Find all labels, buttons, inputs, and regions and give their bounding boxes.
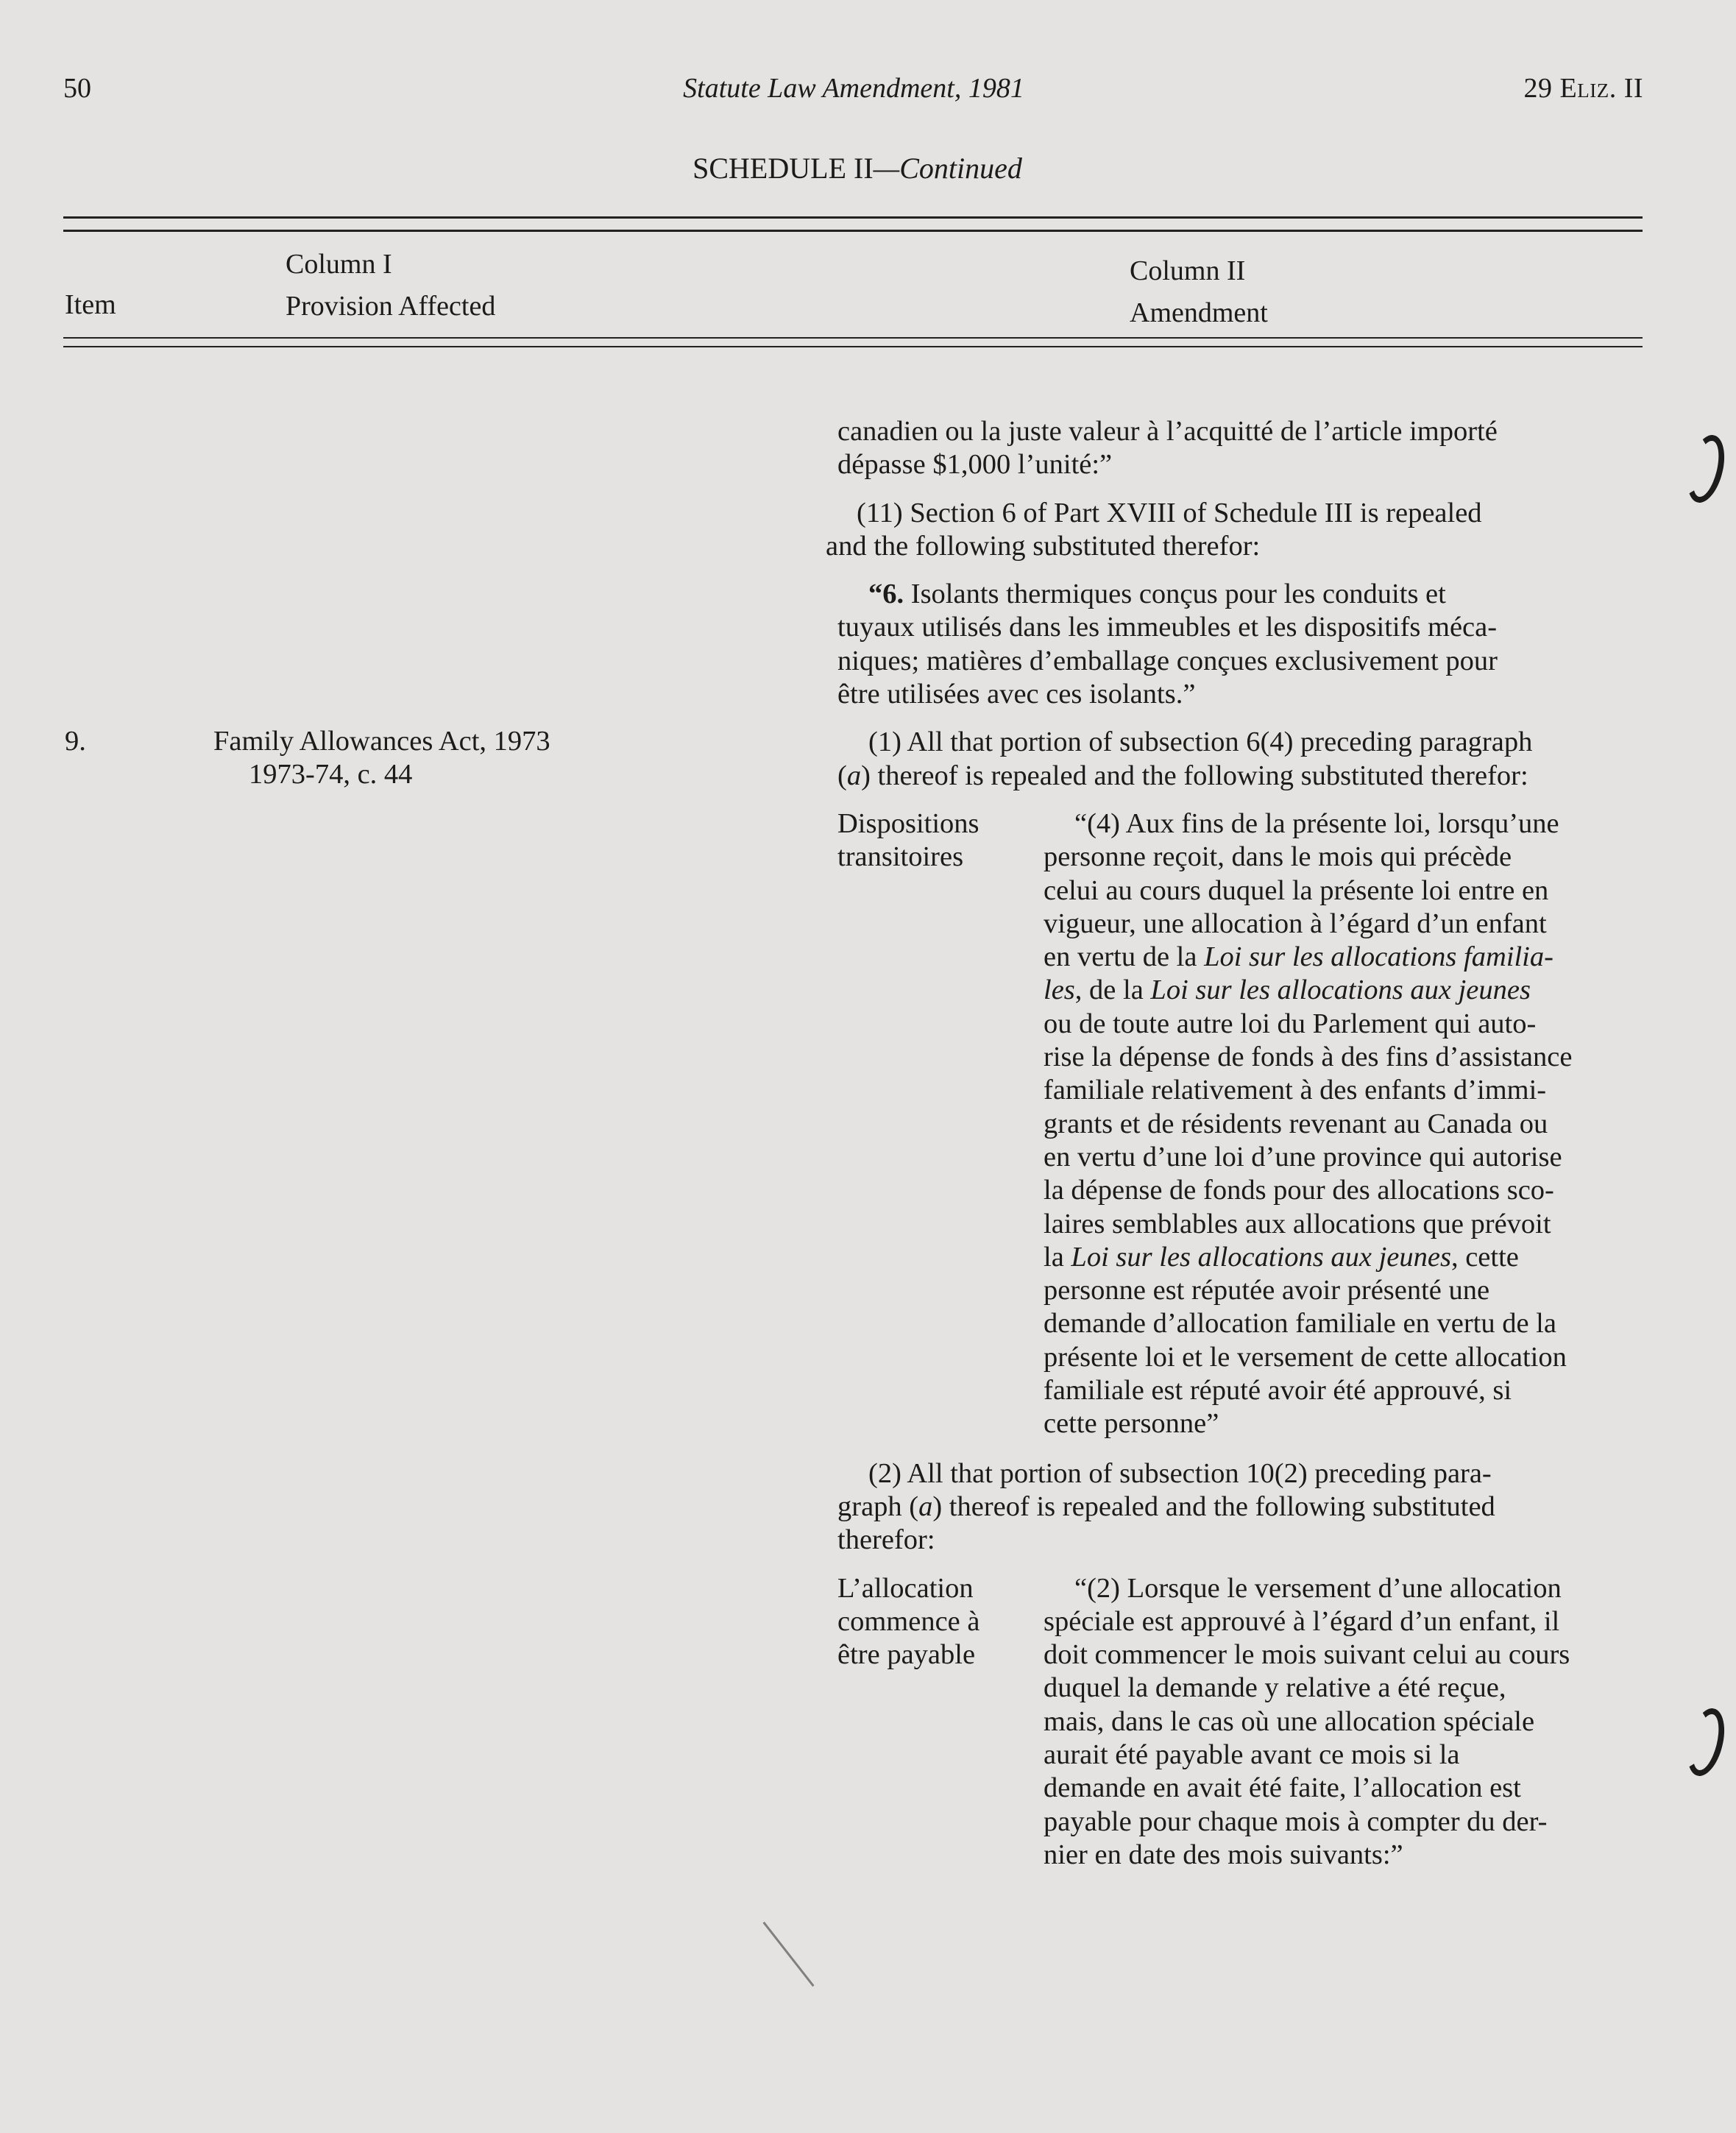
marginal-line: L’allocation [837, 1572, 974, 1604]
amendment-2-paragraph [837, 1457, 1643, 1557]
text-line: therefor: [837, 1524, 935, 1556]
page-number: 50 [63, 73, 91, 104]
text-line: grants et de résidents revenant au Canada ou [1044, 1108, 1548, 1139]
text-line: rise la dépense de fonds à des fins d’assistance [1044, 1041, 1573, 1073]
binder-ring-mark [1681, 1705, 1730, 1780]
text-line: être utilisées avec ces isolants.” [837, 679, 1196, 710]
text-line: (1) All that portion of subsection 6(4) preceding paragraph [868, 726, 1533, 758]
marginal-line: être payable [837, 1639, 976, 1671]
item-act [213, 725, 550, 791]
column-head-2 [1130, 250, 1268, 334]
top-block [837, 415, 1643, 482]
text-span: a [846, 760, 862, 791]
quote-6-number: “6. [868, 579, 904, 610]
text-line: niques; matières d’emballage conçues exclusivement pour [837, 645, 1498, 676]
text-line: nier en date des mois suivants:” [1044, 1839, 1403, 1870]
text-span: ( [837, 760, 847, 791]
column-head-item: Item [65, 289, 116, 320]
text-line: spéciale est approuvé à l’égard d’un enfant, il [1044, 1605, 1560, 1637]
act-citation: 1973-74, c. 44 [249, 759, 413, 790]
text-line: and the following substituted therefor: [826, 530, 1261, 562]
column-1-title: Provision Affected [286, 291, 496, 322]
running-title: Statute Law Amendment, 1981 [683, 73, 1024, 104]
column-1-label: Column I [286, 249, 392, 280]
text-line: familiale relativement à des enfants d’immi- [1044, 1075, 1547, 1106]
text-line: canadien ou la juste valeur à l’acquitté de l’article importé [837, 416, 1498, 447]
text-line: aurait été payable avant ce mois si la [1044, 1738, 1460, 1770]
binder-ring-mark [1681, 431, 1730, 506]
text-line: (2) All that portion of subsection 10(2) preceding para- [868, 1457, 1492, 1489]
amendment-1-paragraph [837, 726, 1643, 793]
text-line: payable pour chaque mois à compter du der- [1044, 1805, 1548, 1837]
text-span: en vertu de la [1044, 941, 1205, 973]
text-span: Loi sur les allocations aux jeunes [1150, 974, 1531, 1006]
subsection-4-block [837, 807, 1643, 1441]
marginal-note-transitional [837, 807, 1044, 874]
marginal-line: commence à [837, 1605, 980, 1637]
text-span: ) thereof is repealed and the following substituted therefor: [861, 760, 1528, 791]
text-span: graph ( [837, 1490, 919, 1522]
text-line: personne est réputée avoir présenté une [1044, 1275, 1490, 1306]
regnal-year: 29 Eliz. II [1523, 73, 1643, 104]
text-line: demande d’allocation familiale en vertu de la [1044, 1308, 1556, 1340]
text-line: “(2) Lorsque le versement d’une allocation [1074, 1572, 1562, 1604]
section-11-paragraph [826, 497, 1643, 564]
text-line: ou de toute autre loi du Parlement qui auto- [1044, 1008, 1537, 1039]
text-line: (11) Section 6 of Part XVIII of Schedule III is repealed [857, 497, 1482, 528]
marginal-line: Dispositions [837, 807, 979, 839]
text-line: personne reçoit, dans le mois qui précède [1044, 841, 1512, 873]
text-line: “(4) Aux fins de la présente loi, lorsqu’une [1074, 807, 1559, 839]
text-line: duquel la demande y relative a été reçue, [1044, 1672, 1506, 1704]
text-span: ) thereof is repealed and the following substituted [932, 1490, 1495, 1522]
text-line: celui au cours duquel la présente loi entre en [1044, 874, 1549, 906]
text-span: Loi sur les allocations familia- [1204, 941, 1553, 973]
text-span: , de la [1074, 974, 1151, 1006]
schedule-title: SCHEDULE II [692, 152, 874, 185]
text-line: tuyaux utilisés dans les immeubles et les dispositifs méca- [837, 612, 1498, 643]
column-2-label: Column II [1130, 255, 1246, 286]
text-span: a [918, 1490, 933, 1522]
text-line: Isolants thermiques conçus pour les conduits et [904, 579, 1446, 610]
schedule-heading [0, 151, 1715, 185]
text-span: les [1044, 974, 1075, 1006]
text-line: cette personne” [1044, 1408, 1219, 1440]
text-span: , cette [1450, 1241, 1519, 1273]
text-span: la [1044, 1241, 1071, 1273]
text-line: demande en avait été faite, l’allocation est [1044, 1772, 1521, 1804]
column-2-text [826, 415, 1643, 1872]
schedule-continued: —Continued [873, 152, 1022, 185]
text-line: familiale est réputé avoir été approuvé, si [1044, 1375, 1512, 1407]
marginal-line: transitoires [837, 841, 964, 873]
text-line: vigueur, une allocation à l’égard d’un enfant [1044, 908, 1547, 939]
text-span: Loi sur les allocations aux jeunes [1071, 1241, 1451, 1273]
text-line: laires semblables aux allocations que prévoit [1044, 1208, 1551, 1239]
rule-top-double-2 [63, 230, 1643, 232]
marginal-note-payable [837, 1572, 1044, 1672]
column-2-title: Amendment [1130, 297, 1268, 328]
pencil-mark [762, 1922, 814, 1987]
column-head-1 [286, 244, 495, 328]
item-number: 9. [65, 726, 86, 757]
subsection-4-quote [1044, 807, 1643, 1441]
text-line: en vertu d’une loi d’une province qui autorise [1044, 1141, 1562, 1172]
rule-top-double-1 [63, 216, 1643, 219]
quote-6-paragraph [837, 578, 1643, 711]
text-line: doit commencer le mois suivant celui au cours [1044, 1639, 1570, 1671]
rule-header-2 [63, 346, 1643, 347]
text-line: dépasse $1,000 l’unité:” [837, 449, 1113, 481]
text-line: présente loi et le versement de cette allocation [1044, 1341, 1567, 1373]
text-line: la dépense de fonds pour des allocations sco- [1044, 1175, 1554, 1206]
subsection-2-block [837, 1572, 1643, 1872]
subsection-2-quote [1044, 1572, 1643, 1872]
rule-header-1 [63, 337, 1643, 339]
text-line: mais, dans le cas où une allocation spéciale [1044, 1705, 1535, 1737]
act-name: Family Allowances Act, 1973 [213, 726, 550, 757]
